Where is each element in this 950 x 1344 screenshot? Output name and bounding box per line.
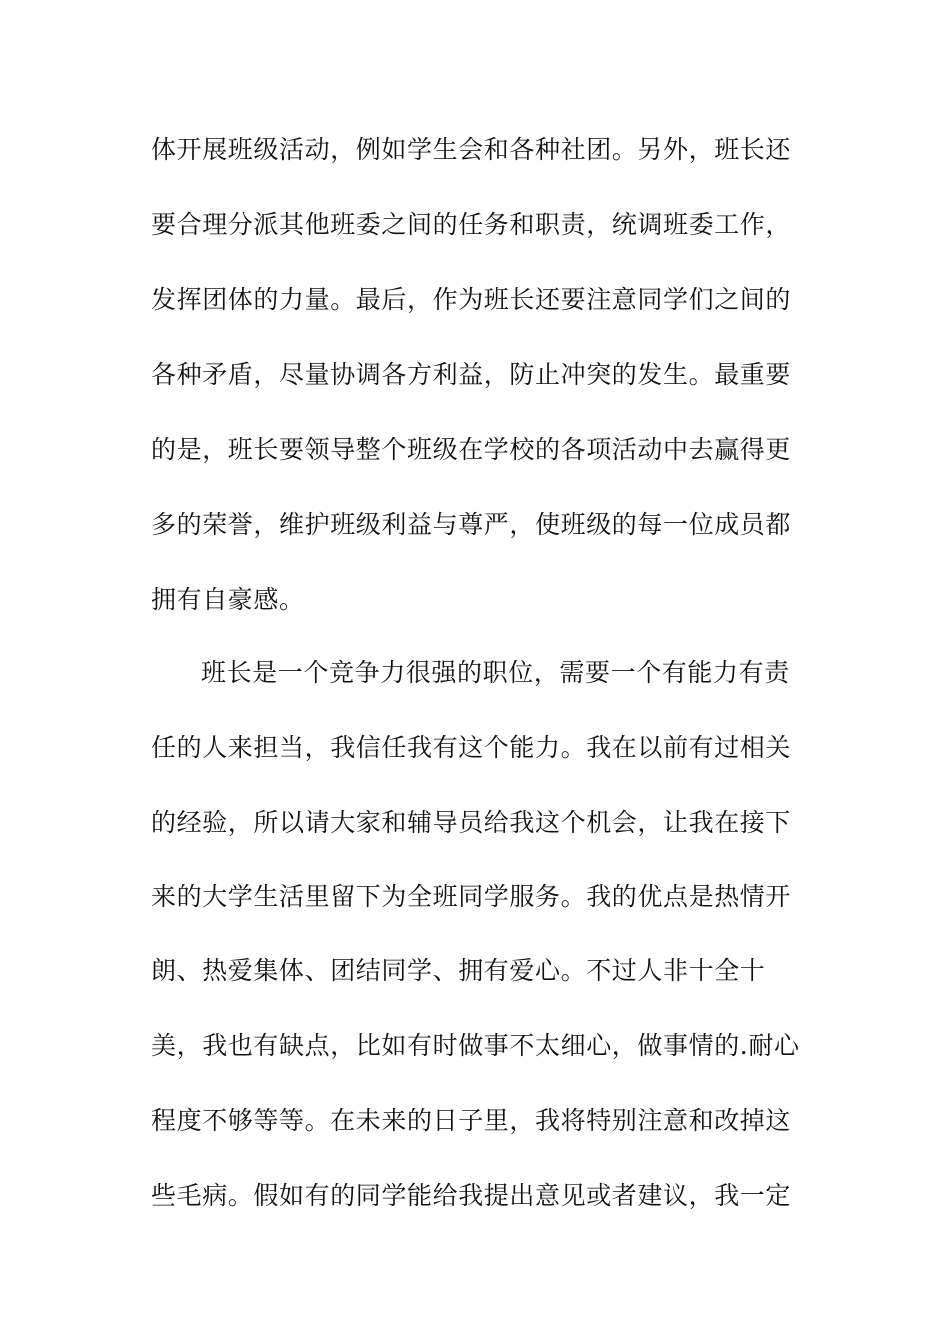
text-line: 发挥团体的力量。最后，作为班长还要注意同学们之间的 bbox=[151, 285, 792, 314]
text-line: 各种矛盾，尽量协调各方利益，防止冲突的发生。最重要 bbox=[151, 360, 792, 389]
text-line: 程度不够等等。在未来的日子里，我将特别注意和改掉这 bbox=[151, 1106, 792, 1135]
text-line: 体开展班级活动，例如学生会和各种社团。另外，班长还 bbox=[151, 135, 792, 164]
text-line: 要合理分派其他班委之间的任务和职责，统调班委工作， bbox=[151, 210, 792, 239]
text-line: 的是，班长要领导整个班级在学校的各项活动中去赢得更 bbox=[151, 435, 792, 464]
text-line: 来的大学生活里留下为全班同学服务。我的优点是热情开 bbox=[151, 882, 792, 911]
text-line: 拥有自豪感。 bbox=[151, 585, 305, 614]
text-line: 朗、热爱集体、团结同学、拥有爱心。不过人非十全十 bbox=[151, 956, 766, 985]
text-line: 美，我也有缺点，比如有时做事不太细心，做事情的.耐心 bbox=[151, 1031, 800, 1060]
text-line: 的经验，所以请大家和辅导员给我这个机会，让我在接下 bbox=[151, 808, 792, 837]
paragraph-first-line: 班长是一个竞争力很强的职位，需要一个有能力有责 bbox=[201, 658, 790, 687]
text-line: 些毛病。假如有的同学能给我提出意见或者建议，我一定 bbox=[151, 1181, 792, 1210]
text-line: 多的荣誉，维护班级利益与尊严，使班级的每一位成员都 bbox=[151, 510, 792, 539]
text-line: 任的人来担当，我信任我有这个能力。我在以前有过相关 bbox=[151, 733, 792, 762]
